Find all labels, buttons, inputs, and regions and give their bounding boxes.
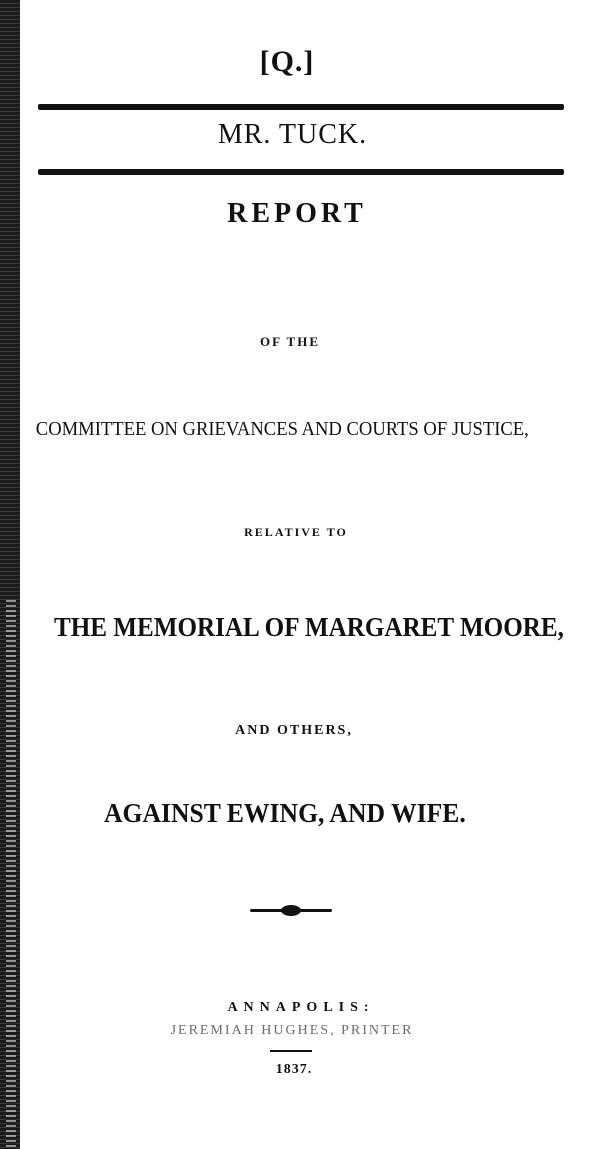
report-heading: REPORT: [227, 198, 367, 229]
relative-to-text: RELATIVE TO: [244, 525, 348, 539]
bottom-double-rule: [38, 169, 564, 175]
decorative-ornament: [250, 904, 332, 918]
member-name: MR. TUCK.: [217, 119, 368, 150]
against-title: AGAINST EWING, AND WIFE.: [103, 798, 466, 828]
committee-title: COMMITTEE ON GRIEVANCES AND COURTS OF JUSTICE,: [35, 418, 529, 440]
memorial-title: THE MEMORIAL OF MARGARET MOORE,: [54, 612, 564, 642]
printer-imprint: JEREMIAH HUGHES, PRINTER: [170, 1023, 414, 1038]
scan-edge-shadow: [0, 0, 20, 1149]
of-the-text: OF THE: [259, 334, 321, 349]
top-double-rule: [38, 104, 564, 110]
imprint-city: ANNAPOLIS:: [227, 1000, 375, 1015]
imprint-rule: [270, 1050, 312, 1052]
publication-year: 1837.: [275, 1062, 313, 1077]
document-marker: [Q.]: [259, 45, 315, 78]
and-others-text: AND OTHERS,: [235, 723, 353, 738]
